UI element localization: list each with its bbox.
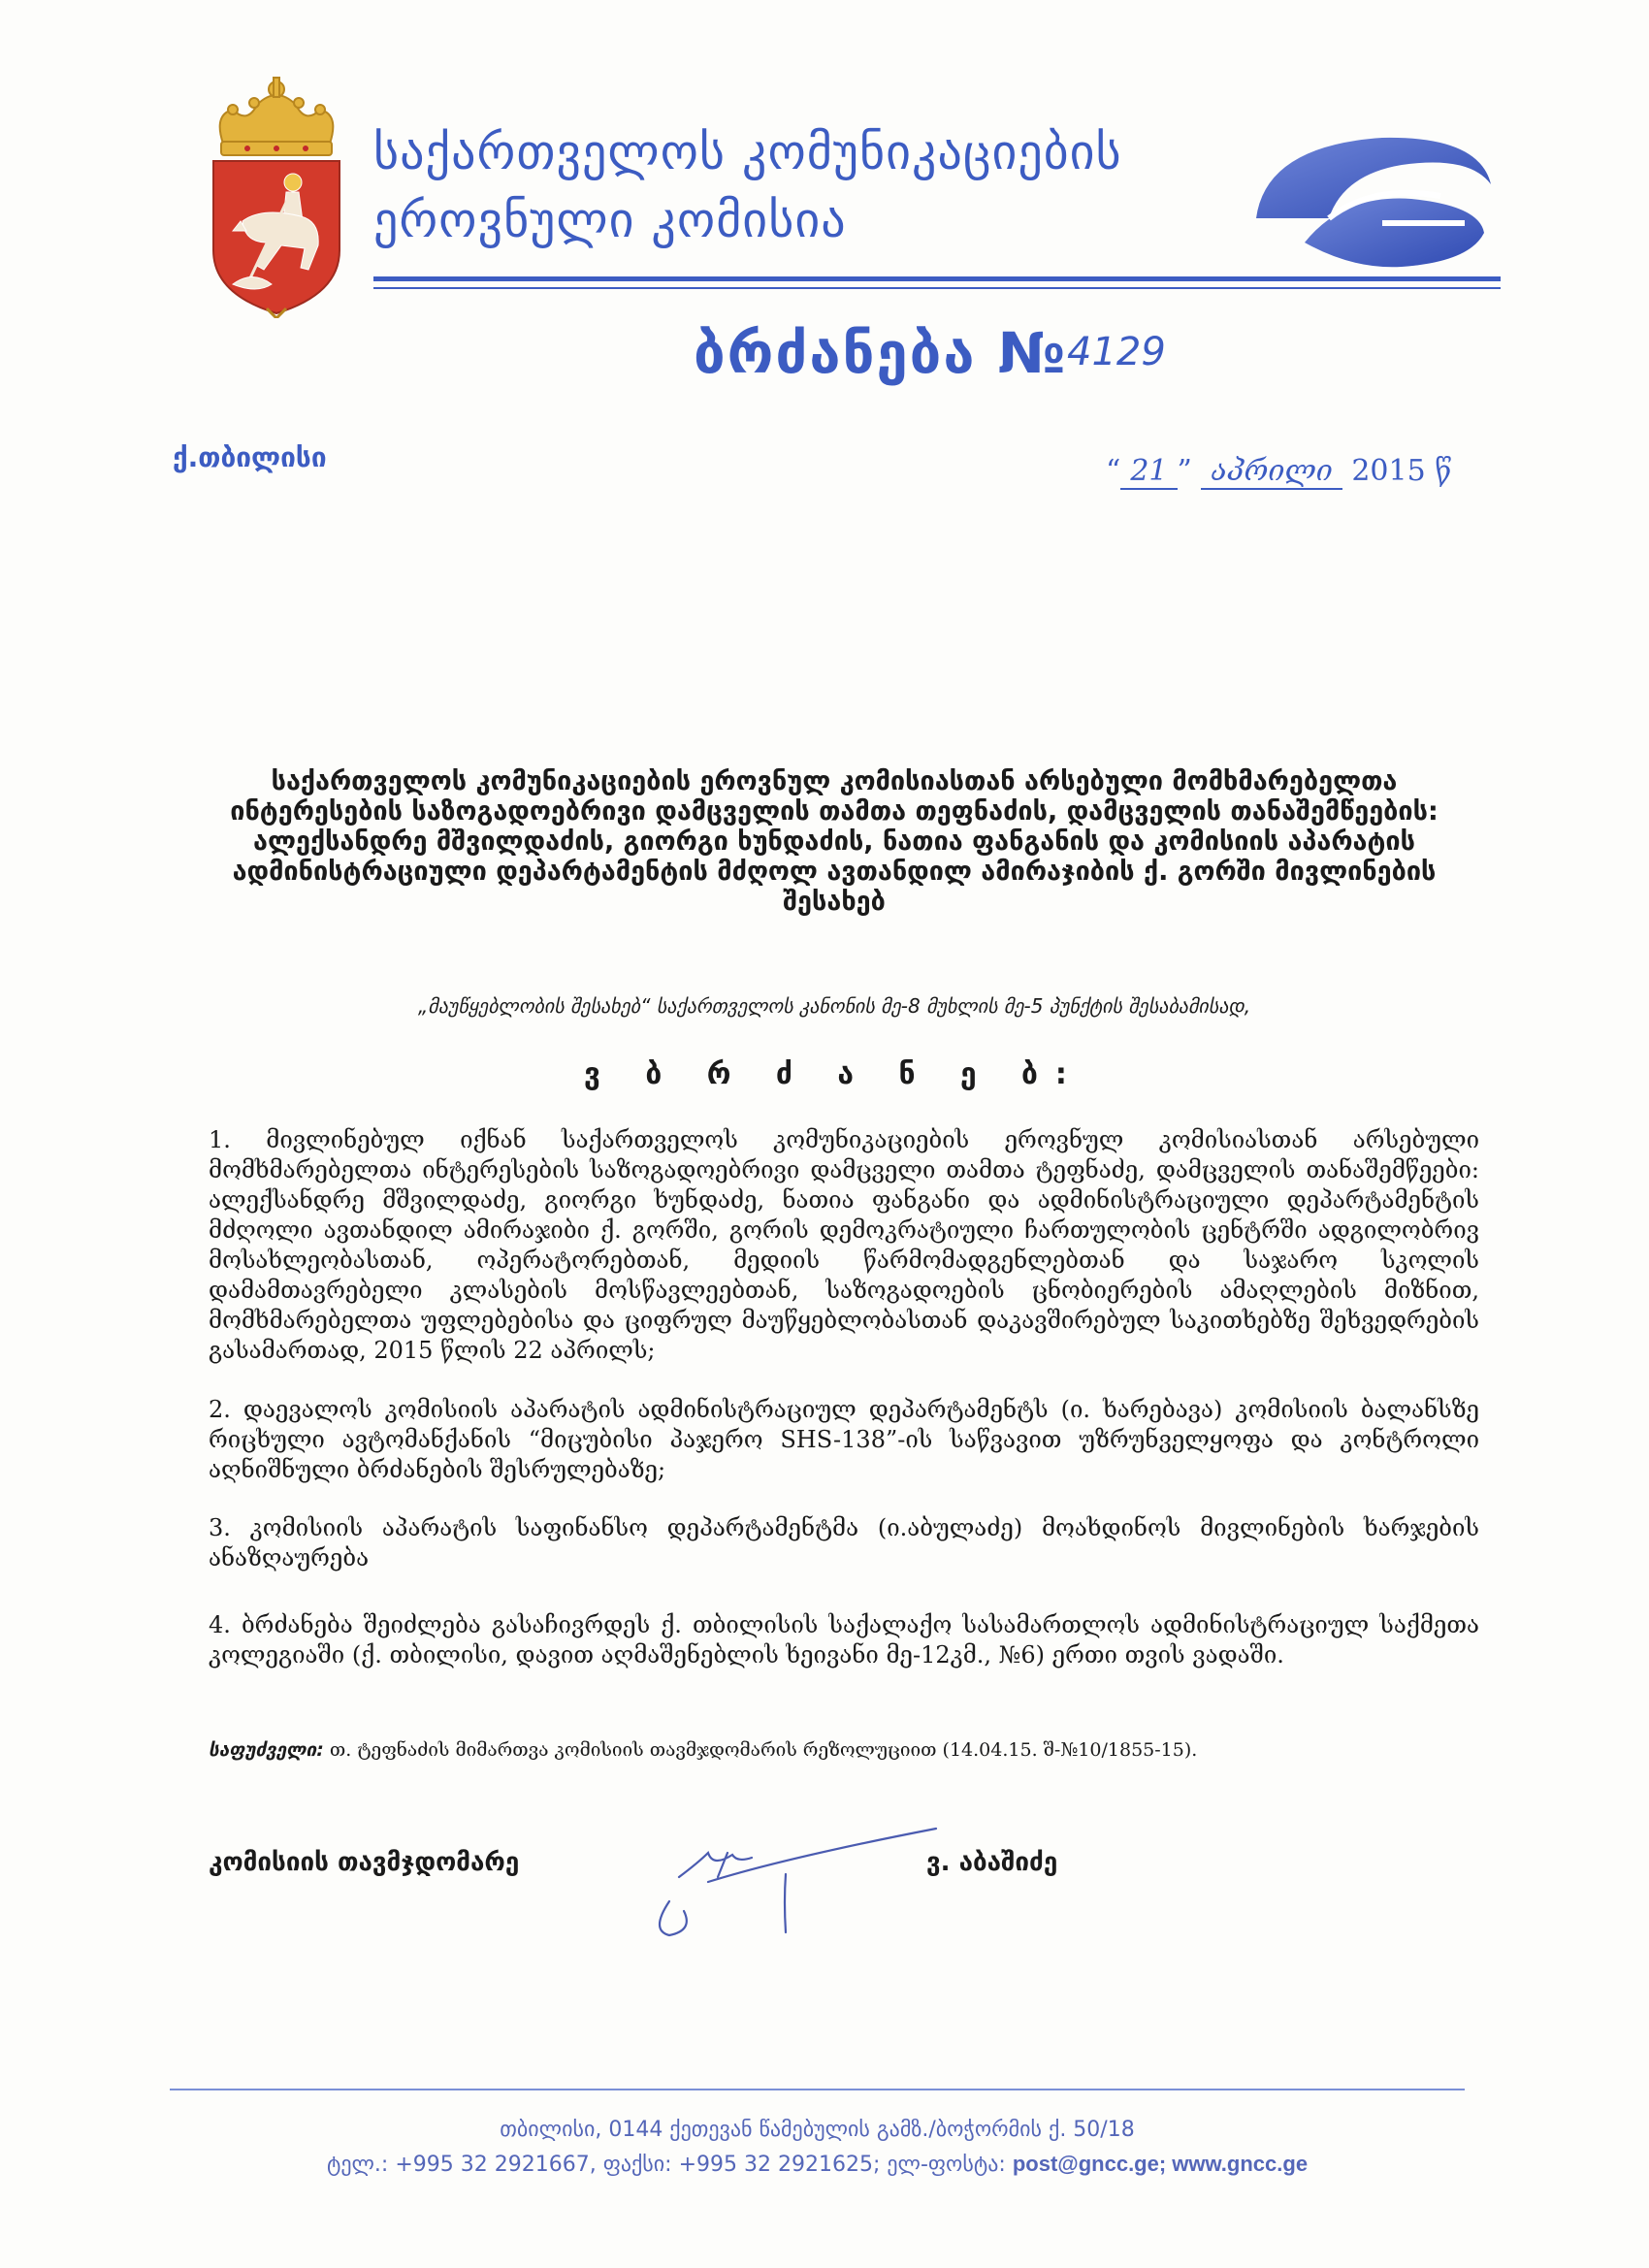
header-rule-thick <box>373 276 1501 281</box>
footer-address: თბილისი, 0144 ქეთევან წამებულის გამზ./ბოჭორმის ქ. 50/18 <box>500 2118 1135 2142</box>
order-title: ბრძანება № <box>694 320 1068 386</box>
coat-of-arms-icon <box>204 76 349 318</box>
organization-name-line2: ეროვნული კომისია <box>373 192 847 248</box>
footnote-label: საფუძველი: <box>209 1739 324 1761</box>
organization-name-line1: საქართველოს კომუნიკაციების <box>373 124 1122 180</box>
paragraph-3: 3. კომისიის აპარატის საფინანსო დეპარტამენტმა (ი.აბულაძე) მოახდინოს მივლინების ხარჯების ანაზღაურება <box>209 1514 1479 1571</box>
paragraph-2: 2. დაევალოს კომისიის აპარატის ადმინისტრაციულ დეპარტამენტს (ი. ხარებავა) კომისიის ბალანსზე რიცხული ავტომანქანის “მიცუბისი პაჯერო SHS-138”-ის საწვავით უზრუნველყოფა და კონტროლი აღნიშნული ბრძანების შესრულებაზე; <box>209 1396 1479 1483</box>
date-day: 21 <box>1120 454 1177 490</box>
footer-rule <box>170 2089 1465 2090</box>
order-heading: საქართველოს კომუნიკაციების ეროვნულ კომისიასთან არსებული მომხმარებელთა ინტერესების საზოგადოებრივი დამცველის თამთა თეფნაძის, დამცველის თანაშემწეების: ალექსანდრე მშვილდაძის, გიორგი ხუნდაძის, ნათია ფანგანის და კომისიის აპარატის ადმინისტრაციული დეპარტამენტის მძღოლ ავთანდილ ამირაჯიბის ქ. გორში მივლინების შესახებ <box>230 766 1439 917</box>
city: ქ.თბილისი <box>173 441 327 473</box>
decree-word: ვ ბ რ ძ ა ნ ე ბ: <box>584 1057 1084 1091</box>
footer-phone-fax: ტელ.: +995 32 2921667, ფაქსი: +995 32 2921625; ელ-ფოსტა: <box>326 2153 1013 2177</box>
basis-footnote <box>209 1739 1479 1761</box>
footer-contacts <box>170 2152 1465 2177</box>
signer-position: კომისიის თავმჯდომარე <box>209 1848 520 1877</box>
order-date <box>1106 454 1452 490</box>
handwritten-signature-icon <box>640 1785 960 1940</box>
footnote-text: თ. ტეფნაძის მიმართვა კომისიის თავმჯდომარის რეზოლუციით (14.04.15. შ-№10/1855-15). <box>323 1739 1198 1761</box>
date-open-quote: “ <box>1106 454 1121 488</box>
order-number: 4129 <box>1067 330 1166 374</box>
header-rule-thin <box>373 287 1501 289</box>
footer-email-web: post@gncc.ge; www.gncc.ge <box>1012 2152 1309 2176</box>
signer-name: ვ. აბაშიძე <box>926 1848 1058 1877</box>
gncc-logo-icon <box>1237 126 1499 272</box>
paragraph-1: 1. მივლინებულ იქნან საქართველოს კომუნიკაციების ეროვნულ კომისიასთან არსებული მომხმარებელთა ინტერესების საზოგადოებრივი დამცველი თამთა ტეფნაძე, დამცველის თანაშემწეები: ალექსანდრე მშვილდაძე, გიორგი ხუნდაძე, ნათია ფანგანი და ადმინისტრაციული დეპარტამენტის მძღოლი ავთანდილ ამირაჯიბი ქ. გორში, გორის დემოკრატიული ჩართულობის ცენტრში ადგილობრივ მოსახლეობასთან, ოპერატორებთან, მედიის წარმომადგენლებთან და საჯარო სკოლის დამამთავრებელი კლასების მოსწავლეებთან, საზოგადოების ცნობიერების ამაღლების მიზნით, მომხმარებელთა უფლებებისა და ციფრულ მაუწყებლობასთან დაკავშირებულ საკითხებზე შეხვედრების გასამართად, 2015 წლის 22 აპრილს; <box>209 1126 1479 1364</box>
date-close-quote: ” <box>1177 454 1192 488</box>
date-year: 2015 წ <box>1351 454 1452 488</box>
paragraph-4: 4. ბრძანება შეიძლება გასაჩივრდეს ქ. თბილისის საქალაქო სასამართლოს ადმინისტრაციულ საქმეთა კოლეგიაში (ქ. თბილისი, დავით აღმაშენებლის ხეივანი მე-12კმ., №6) ერთი თვის ვადაში. <box>209 1611 1479 1669</box>
date-month: აპრილი <box>1201 454 1342 490</box>
legal-basis: „მაუწყებლობის შესახებ“ საქართველოს კანონის მე-8 მუხლის მე-5 პუნქტის შესაბამისად, <box>417 994 1251 1018</box>
